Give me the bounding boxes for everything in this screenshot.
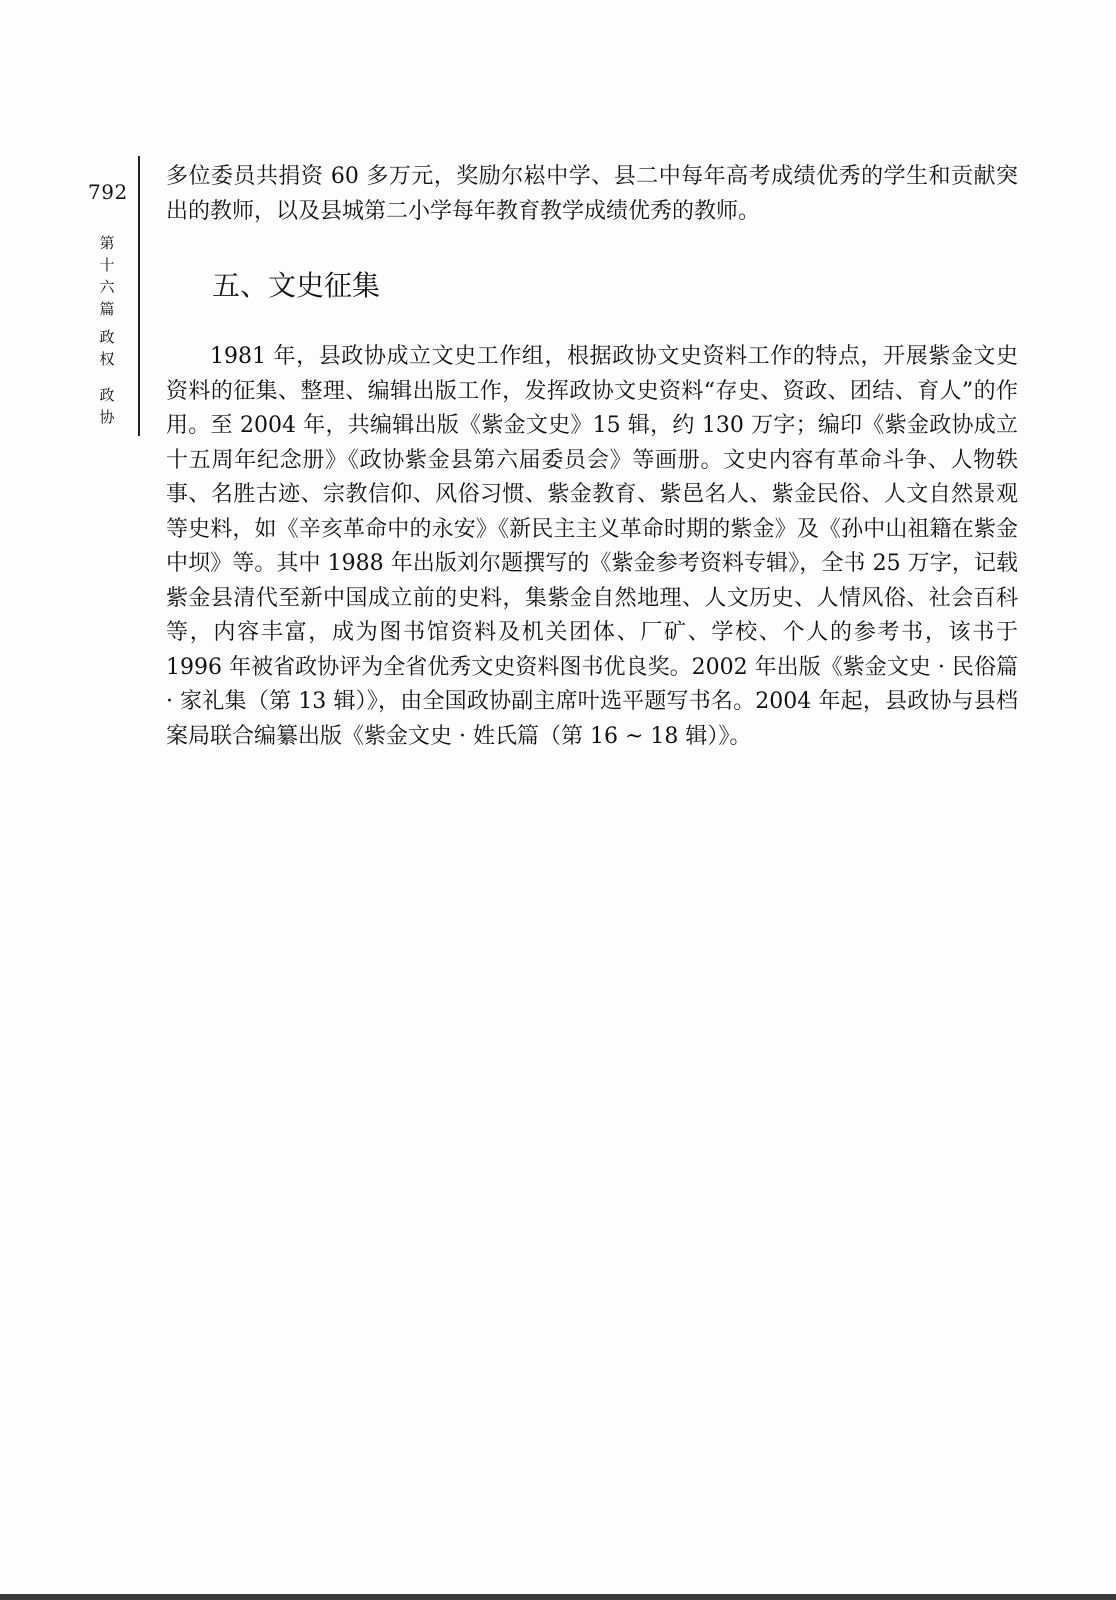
part-label	[96, 326, 118, 428]
part-label-gap	[96, 370, 118, 384]
paragraph-2: 1981 年，县政协成立文史工作组，根据政协文史资料工作的特点，开展紫金文史资料的征集、整理、编辑出版工作，发挥政协文史资料“存史、资政、团结、育人”的作用。至 2004 年，共编辑出版《紫金文史》15 辑，约 130 万字；编印《紫金政协成立十五周年纪念册》《政协紫金县第六届委员会》等画册。文史内容有革命斗争、人物轶事、名胜古迹、宗教信仰、风俗习惯、紫金教育、紫邑名人、紫金民俗、人文自然景观等史料，如《辛亥革命中的永安》《新民主主义革命时期的紫金》及《孙中山祖籍在紫金中坝》等。其中 1988 年出版刘尔题撰写的《紫金参考资料专辑》，全书 25 万字，记载紫金县清代至新中国成立前的史料，集紫金自然地理、人文历史、人情风俗、社会百科等，内容丰富，成为图书馆资料及机关团体、厂矿、学校、个人的参考书，该书于 1996 年被省政协评为全省优秀文史资料图书优良奖。2002 年出版《紫金文史 · 民俗篇 · 家礼集（第 13 辑）》，由全国政协副主席叶选平题写书名。2004 年起，县政协与县档案局联合编纂出版《紫金文史 · 姓氏篇（第 16 ~ 18 辑）》。	[166, 344, 1018, 749]
scan-bottom-edge	[0, 1594, 1116, 1600]
chapter-label: 第十六篇	[99, 234, 115, 318]
section-heading: 五、文史征集	[212, 269, 381, 302]
part-label-line-1: 政权	[99, 328, 115, 368]
margin-rule	[138, 156, 140, 436]
part-label-line-2: 政协	[99, 386, 115, 426]
paragraph-1: 多位委员共捐资 60 多万元，奖励尔崧中学、县二中每年高考成绩优秀的学生和贡献突出的教师，以及县城第二小学每年教育教学成绩优秀的教师。	[166, 164, 1018, 224]
page-number: 792	[88, 180, 128, 204]
